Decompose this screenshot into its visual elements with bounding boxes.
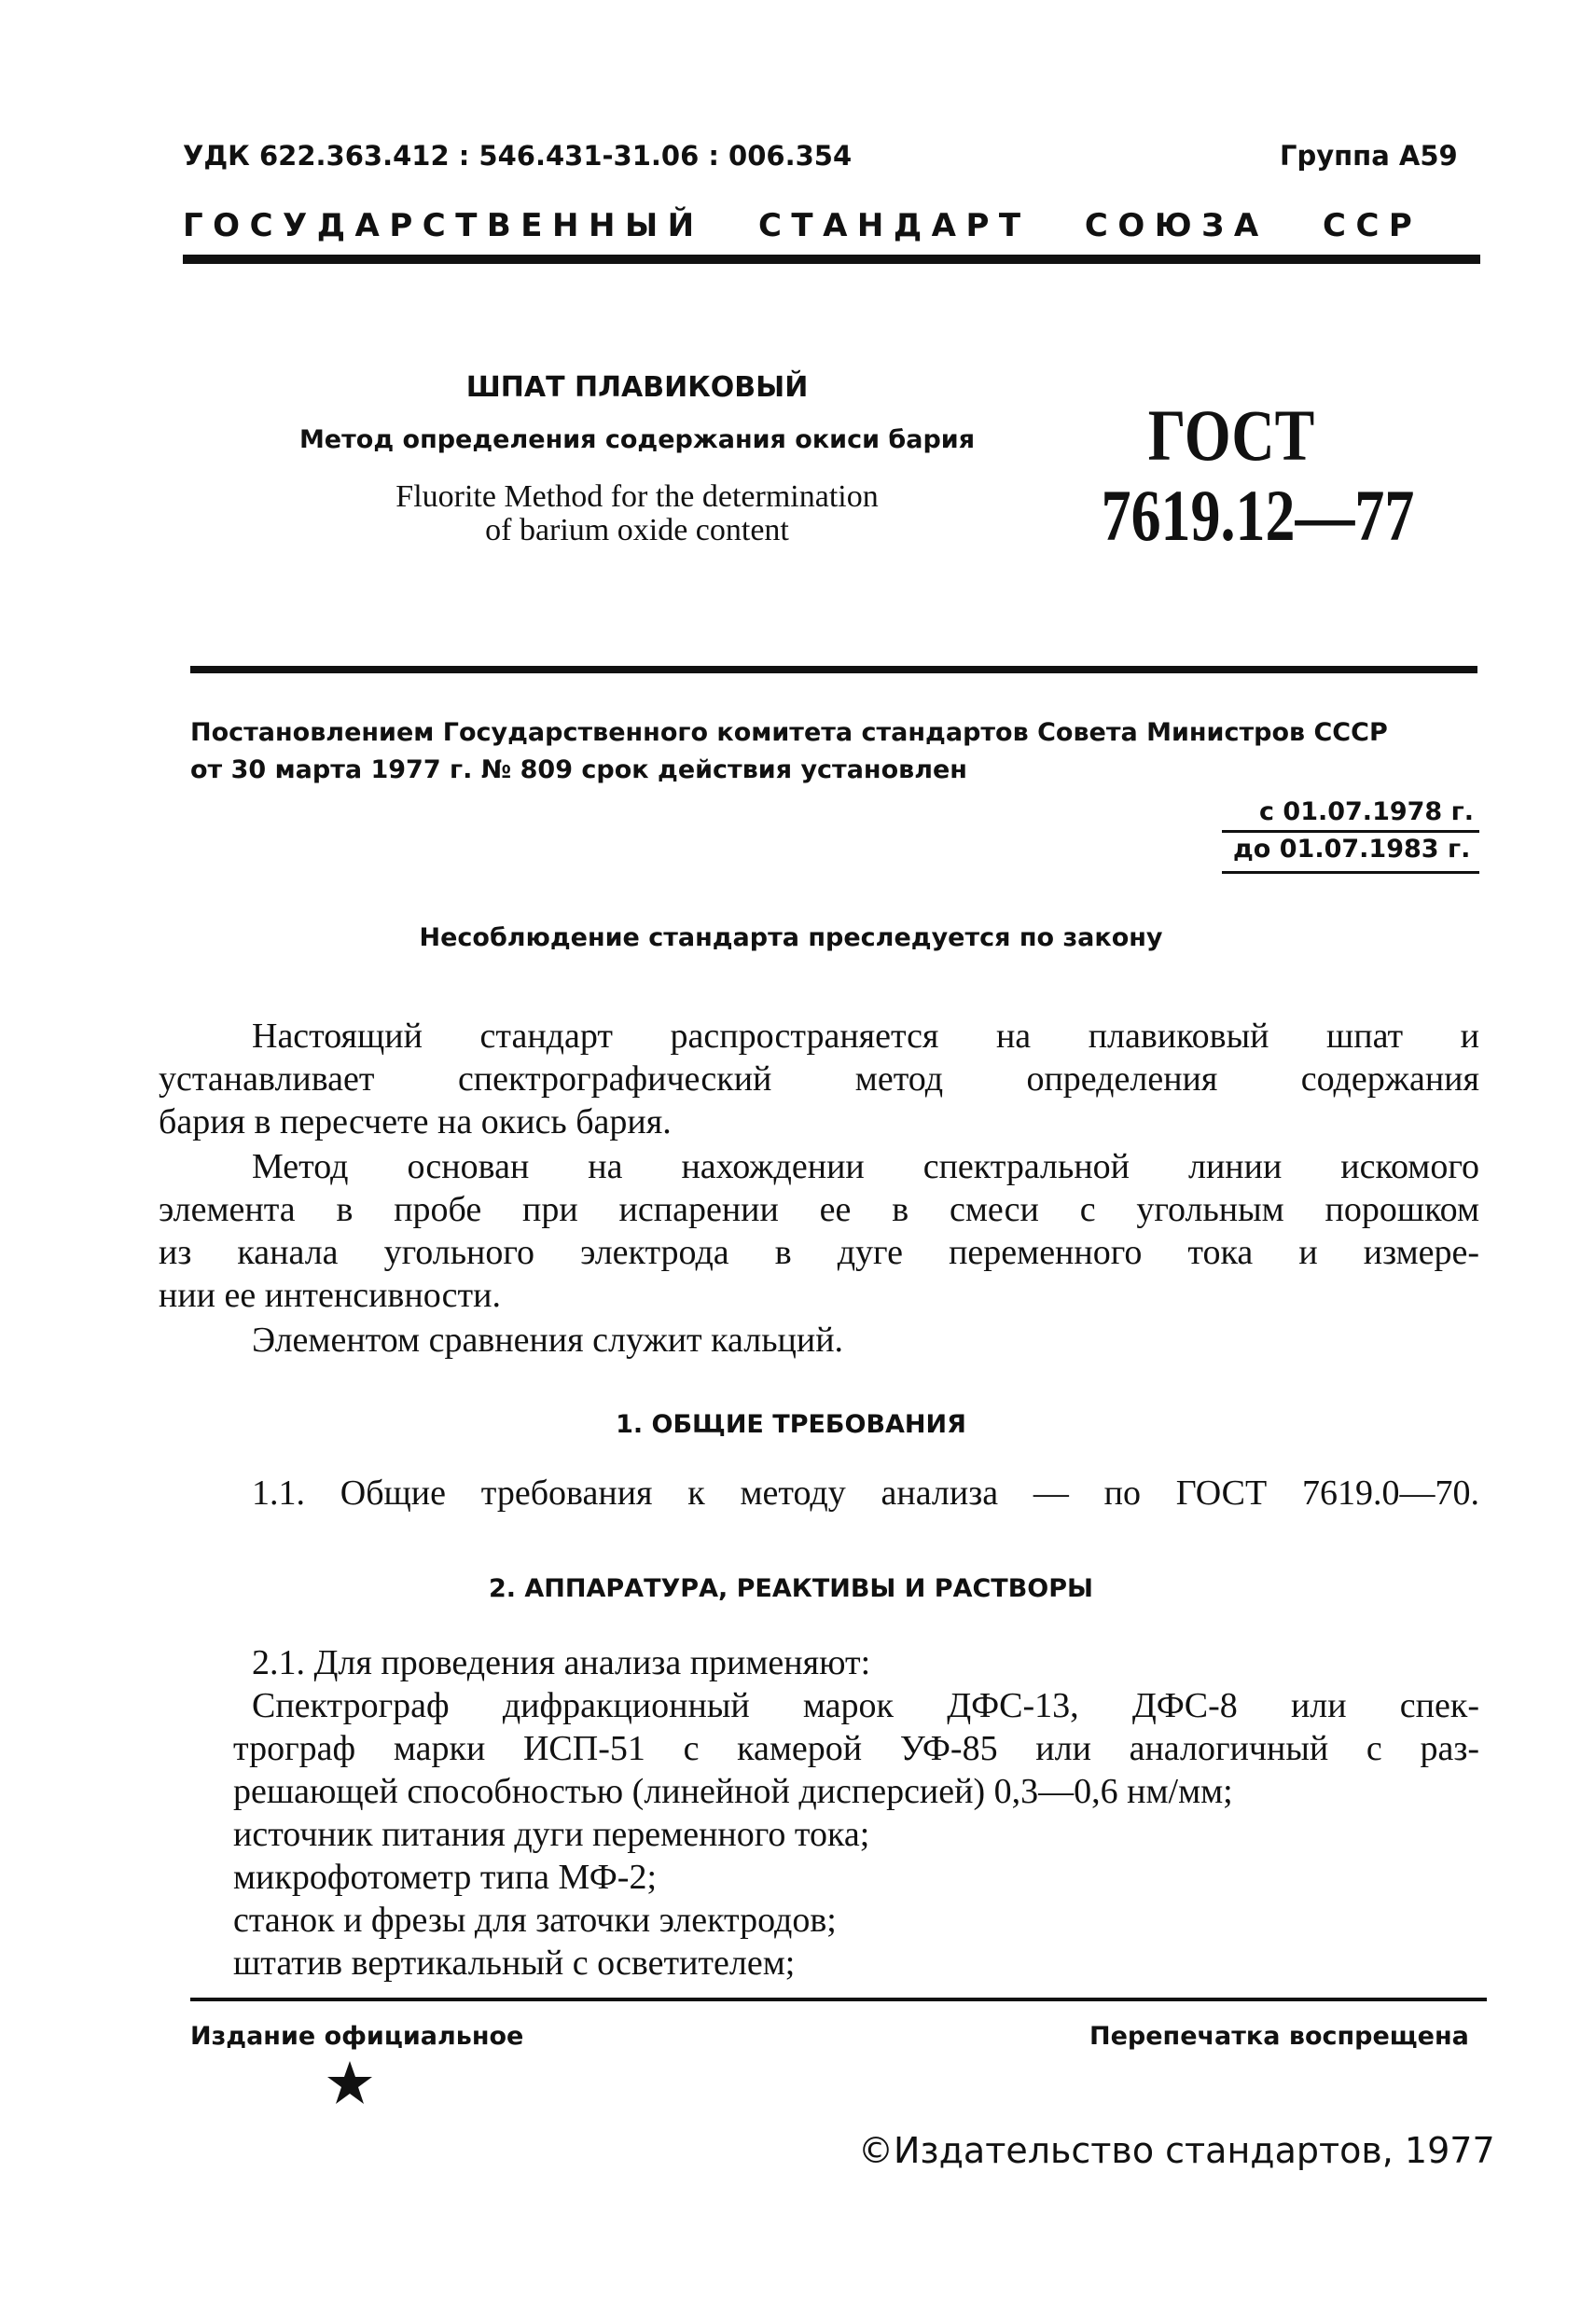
clause-1-1 bbox=[252, 1472, 1479, 1515]
official-edition-label: Издание официальное bbox=[190, 2022, 524, 2051]
standard-type-heading: ГОСУДАРСТВЕННЫЙ СТАНДАРТ СОЮЗА ССР bbox=[183, 207, 1422, 244]
reprint-prohibited-label: Перепечатка воспрещена bbox=[1089, 2022, 1469, 2051]
law-notice: Несоблюдение стандарта преследуется по закону bbox=[419, 923, 1163, 952]
bottom-divider bbox=[190, 1998, 1487, 2001]
publisher-copyright: ©Издательство стандартов, 1977 bbox=[858, 2130, 1495, 2171]
text-line: 1.1. Общие требования к методу анализа — по ГОСТ 7619.0—70. bbox=[252, 1473, 1479, 1513]
date-underline-1 bbox=[1222, 830, 1479, 833]
text-line: элемента в пробе при испарении ее в смеси с угольным порошком bbox=[159, 1190, 1479, 1229]
text-line: Метод основан на нахождении спектральной линии искомого bbox=[252, 1147, 1479, 1186]
text-line: устанавливает спектрографический метод определения содержания bbox=[159, 1059, 1479, 1099]
valid-from-date: с 01.07.1978 г. bbox=[1259, 797, 1474, 826]
intro-paragraph-2 bbox=[159, 1145, 1479, 1317]
text-line: штатив вертикальный с осветителем; bbox=[233, 1944, 796, 1983]
section-2-heading: 2. АППАРАТУРА, РЕАКТИВЫ И РАСТВОРЫ bbox=[488, 1574, 1094, 1603]
text-line: станок и фрезы для заточки электродов; bbox=[233, 1901, 837, 1940]
english-title-line-1: Fluorite Method for the determination bbox=[395, 479, 879, 514]
star-icon bbox=[326, 2059, 373, 2106]
text-line: решающей способностью (линейной дисперсией) 0,3—0,6 нм/мм; bbox=[233, 1772, 1233, 1811]
text-line: трограф марки ИСП-51 с камерой УФ-85 или аналогичный с раз- bbox=[233, 1729, 1479, 1768]
middle-divider bbox=[190, 666, 1477, 673]
date-underline-2 bbox=[1222, 871, 1479, 874]
decree-line-2: от 30 марта 1977 г. № 809 срок действия установлен bbox=[190, 755, 967, 784]
intro-paragraph-1 bbox=[159, 1015, 1479, 1143]
clause-2-1 bbox=[233, 1641, 1479, 1985]
text-line: нии ее интенсивности. bbox=[159, 1276, 501, 1315]
text-line: бария в пересчете на окись бария. bbox=[159, 1102, 672, 1141]
text-line: из канала угольного электрода в дуге переменного тока и измере- bbox=[159, 1233, 1479, 1272]
section-1-heading: 1. ОБЩИЕ ТРЕБОВАНИЯ bbox=[616, 1410, 966, 1439]
english-title-line-2: of barium oxide content bbox=[485, 513, 789, 547]
text-line: Элементом сравнения служит кальций. bbox=[252, 1321, 844, 1360]
text-line: источник питания дуги переменного тока; bbox=[233, 1815, 870, 1854]
text-line: микрофотометр типа МФ-2; bbox=[233, 1858, 657, 1897]
group-code: Группа А59 bbox=[1280, 140, 1458, 172]
text-line: 2.1. Для проведения анализа применяют: bbox=[252, 1643, 871, 1682]
document-title: ШПАТ ПЛАВИКОВЫЙ bbox=[465, 371, 809, 404]
gost-number: 7619.12—77 bbox=[1101, 475, 1415, 556]
top-divider bbox=[183, 255, 1480, 264]
gost-label: ГОСТ bbox=[1147, 394, 1315, 476]
text-line: Настоящий стандарт распространяется на плавиковый шпат и bbox=[252, 1017, 1479, 1056]
intro-paragraph-3 bbox=[252, 1319, 1479, 1362]
udk-code: УДК 622.363.412 : 546.431-31.06 : 006.354 bbox=[183, 140, 853, 172]
document-subtitle: Метод определения содержания окиси бария bbox=[298, 425, 976, 454]
text-line: Спектрограф дифракционный марок ДФС-13, ДФС-8 или спек- bbox=[252, 1686, 1479, 1725]
valid-to-date: до 01.07.1983 г. bbox=[1233, 835, 1471, 864]
decree-line-1: Постановлением Государственного комитета стандартов Совета Министров СССР bbox=[190, 718, 1388, 747]
